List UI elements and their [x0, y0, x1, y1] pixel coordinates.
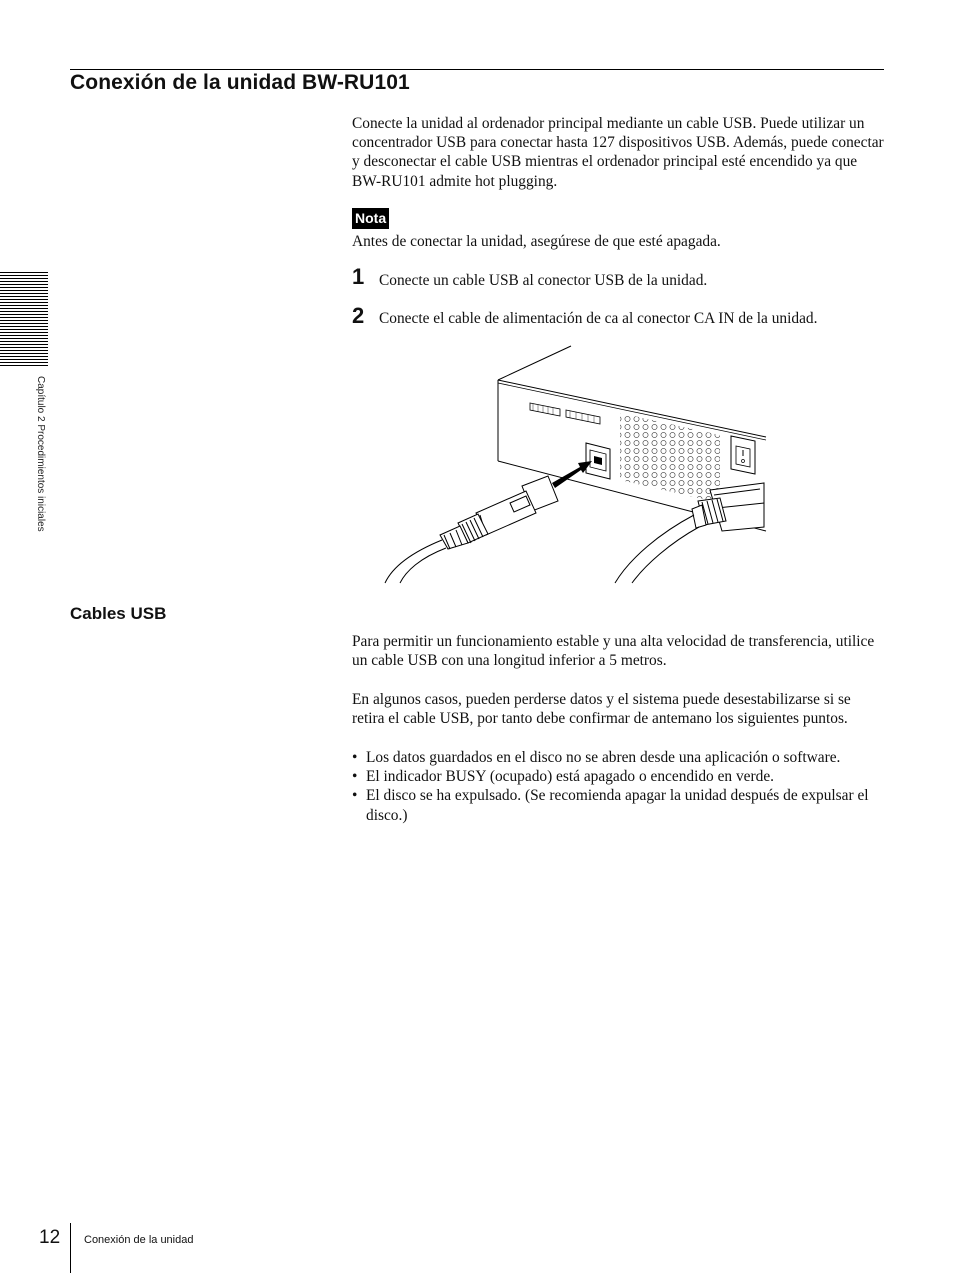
list-item-text: Los datos guardados en el disco no se abren desde una aplicación o software. [366, 749, 841, 766]
note-badge: Nota [352, 208, 389, 229]
step-number: 2 [352, 303, 365, 328]
page-number: 12 [39, 1227, 61, 1248]
note-text: Antes de conectar la unidad, asegúrese de que esté apagada. [352, 233, 721, 250]
list-item-text: El disco se ha expulsado. (Se recomienda apagar la unidad después de expulsar el disco.) [366, 787, 869, 824]
power-switch-icon [731, 436, 755, 474]
usb-port-icon [586, 443, 610, 479]
chapter-tab-marker [0, 272, 48, 367]
list-item [352, 748, 887, 767]
unit-device-illustration [380, 343, 770, 585]
step-text: Conecte un cable USB al conector USB de la unidad. [379, 272, 708, 289]
section-paragraph: Para permitir un funcionamiento estable y una alta velocidad de transferencia, utilice un cable USB con una longitud inferior a 5 metros. [352, 633, 875, 670]
bullet-icon: • [352, 787, 358, 805]
page-title: Conexión de la unidad BW-RU101 [70, 71, 410, 94]
bullet-icon: • [352, 768, 358, 786]
chapter-label: Capítulo 2 Procedimientos iniciales [35, 376, 46, 532]
bullet-icon: • [352, 749, 358, 766]
list-item [352, 786, 887, 824]
footer-section-label: Conexión de la unidad [84, 1234, 194, 1246]
step-text: Conecte el cable de alimentación de ca al conector CA IN de la unidad. [379, 310, 818, 327]
section-title: Cables USB [70, 604, 167, 623]
step-number: 1 [352, 264, 365, 289]
usb-plug-icon [440, 476, 558, 549]
footer-rule [70, 1223, 71, 1273]
bullet-list [352, 748, 887, 825]
list-item-text: El indicador BUSY (ocupado) está apagado o encendido en verde. [366, 768, 774, 786]
section-paragraph: En algunos casos, pueden perderse datos y el sistema puede desestabilizarse si se retira el cable USB, por tanto debe confirmar de antemano los siguientes puntos. [352, 691, 851, 728]
top-rule [70, 69, 884, 70]
list-item [352, 767, 887, 786]
intro-paragraph: Conecte la unidad al ordenador principal mediante un cable USB. Puede utilizar un concentrador USB para conectar hasta 127 dispositivos USB. Además, puede conectar y desconectar el cable USB mientras el ordenador principal esté encendido ya que BW-RU101 admite hot plugging. [352, 115, 884, 190]
